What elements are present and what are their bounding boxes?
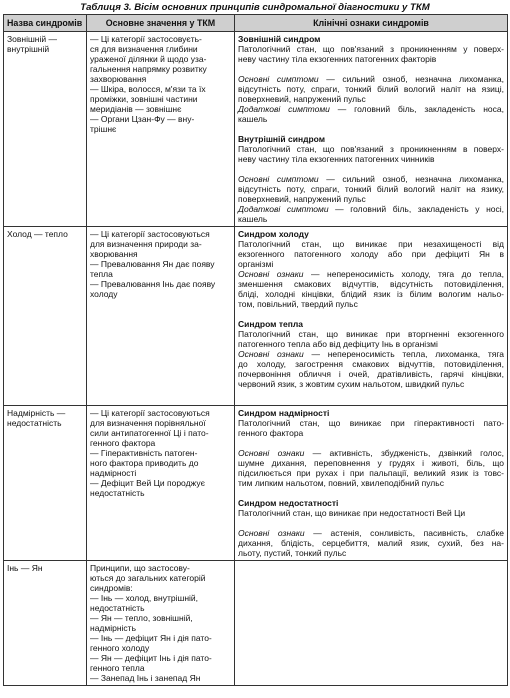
text-line: — Превалювання Ян дає появу [90, 259, 215, 269]
signs-label: Основні ознаки [238, 269, 304, 279]
signs-text: — астенія, сонливість, пасивність, слабке [304, 528, 505, 538]
clinical-signs-cell [235, 406, 508, 561]
signs-label: Основні ознаки [238, 448, 305, 458]
text-line: зменшення смакових відчуттів, відсутність потовиділення, [238, 279, 504, 289]
header-clinical-signs: Клінічні ознаки синдромів [235, 15, 508, 32]
meaning-cell [87, 32, 235, 227]
signs-line [238, 174, 504, 184]
text-line: надмірність [90, 623, 136, 633]
text-line: неву частину тіла екзогенних патогенних факторів [238, 54, 437, 64]
text-line: недостатність [90, 603, 145, 613]
table-row [4, 406, 508, 561]
text-line: кашель [238, 114, 268, 124]
text-line: Патологічний стан, що виникає при недостатності Вей Ци [238, 508, 466, 518]
signs-text: — непереносимість тепла, лихоманка, тяга [303, 349, 504, 359]
clinical-signs-cell [235, 227, 508, 406]
syndrome-title: Синдром недостатності [238, 498, 339, 508]
text-line: внутрішній [7, 44, 50, 54]
clinical-signs-cell [235, 561, 508, 686]
text-line: відсутність поту, спраги, тонкий білий вологий наліт на язику, [238, 184, 504, 194]
header-syndrome-name: Назва синдромів [4, 15, 87, 32]
table-header-row [4, 15, 508, 32]
text-line: ного фактора приводить до [90, 458, 199, 468]
table-row [4, 227, 508, 406]
text-line: кашель [238, 214, 268, 224]
signs-line [238, 448, 504, 458]
syndrome-title: Синдром надмірності [238, 408, 330, 418]
text-line: ся для визначення глибини [90, 44, 198, 54]
text-line: захворювання [90, 74, 147, 84]
text-line: надмірності [90, 468, 137, 478]
text-line: поверхневий, напружений пульс [238, 194, 366, 204]
text-line: тим липким нальотом, повний, хвилеподібний пульс [238, 478, 444, 488]
text-line: том, повільний, твердий пульс [238, 299, 358, 309]
text-line: холоду [90, 289, 118, 299]
text-line: Патологічний стан, що виникає при незахищеності від [238, 239, 504, 249]
text-line: червоний язик, з жовтим сухим нальотом, швидкий пульс [238, 379, 465, 389]
text-line: синдромів: [90, 583, 133, 593]
text-line: відсутність поту, спраги, тонкий білий вологий наліт на язиці, [238, 84, 504, 94]
extra-signs-label: Додаткові симптоми [238, 104, 330, 114]
header-meaning: Основне значення у ТКМ [87, 15, 235, 32]
text-line: — Ці категорії застосовуються [90, 408, 210, 418]
text-line: сили антипатогенної Ці і пато- [90, 428, 209, 438]
text-line: Інь — Ян [7, 563, 43, 573]
signs-text: — непереносимість холоду, тяга до тепла, [303, 269, 504, 279]
extra-signs-label: Додаткові симптоми [238, 204, 329, 214]
text-line: Патологічний стан, що пов'язаний з проникненням в поверх- [238, 144, 504, 154]
text-line: хворювання [90, 249, 138, 259]
text-line: шумне дихання, переповнення у грудях і животі, біль, що [238, 458, 504, 468]
text-line: Зовнішній — [7, 34, 57, 44]
text-line: — Інь — холод, внутрішній, [90, 593, 199, 603]
syndrome-table [3, 14, 508, 686]
text-line: льоту, пустий, тонкий пульс [238, 548, 347, 558]
text-line: Патологічний стан, що виникає при вторгненні екзогенного [238, 329, 504, 339]
syndrome-title: Синдром холоду [238, 229, 309, 239]
text-line: — Інь — дефіцит Ян і дія пато- [90, 633, 212, 643]
text-line: для визначення порівняльної [90, 418, 206, 428]
text-line: — Шкіра, волосся, м'язи та їх [90, 84, 206, 94]
text-line: патогенного тепла або від дефіциту Інь в організмі [238, 339, 438, 349]
signs-line [238, 528, 504, 538]
text-line: підсилюється при рухах і при пальпації, великий язик із товс- [238, 468, 504, 478]
text-line: дихання, блідість, серцебиття, малий язик, сухий, без на- [238, 538, 504, 548]
extra-signs-text: — головний біль, закладеність у носі, [328, 204, 504, 214]
text-line: — Ці категорії застосовуються [90, 229, 210, 239]
text-line: почервоніння обличчя і очей, дратівливість, гарячі кінцівки, [238, 369, 504, 379]
signs-label: Основні симптоми [238, 174, 319, 184]
extra-signs-line [238, 104, 504, 114]
text-line: для визначення природи за- [90, 239, 202, 249]
syndrome-name-cell [4, 32, 87, 227]
text-line: до холоду, загострення смакових відчуттів, потовиділення, [238, 359, 504, 369]
text-line: генного холоду [90, 643, 150, 653]
syndrome-name-cell [4, 227, 87, 406]
text-line: Патологічний стан, що пов'язаний з проникненням у поверх- [238, 44, 504, 54]
clinical-signs-cell [235, 32, 508, 227]
meaning-cell [87, 227, 235, 406]
table-caption: Таблиця 3. Вісім основних принципів синдромальної діагностики у ТКМ [80, 2, 430, 13]
text-line: генного фактора [238, 428, 304, 438]
syndrome-title: Зовнішній синдром [238, 34, 321, 44]
extra-signs-line [238, 204, 504, 214]
text-line: блідi, холодні кінцівки, блідий язик із білим вологим нальо- [238, 289, 504, 299]
signs-line [238, 349, 504, 359]
text-line: — Органи Цзан-Фу — вну- [90, 114, 195, 124]
text-line: екзогенного патогенного холоду або при дефіциті Ян в [238, 249, 504, 259]
text-line: — Занепад Інь і занепад Ян [90, 673, 201, 683]
signs-text: — активність, збудженість, дзвінкий голос, [304, 448, 504, 458]
syndrome-title: Синдром тепла [238, 319, 303, 329]
meaning-cell [87, 561, 235, 686]
text-line: ураженої ділянки й щодо узa- [90, 54, 207, 64]
syndrome-title: Внутрішній синдром [238, 134, 326, 144]
text-line: Принципи, що застосову- [90, 563, 190, 573]
text-line: організмі [238, 259, 274, 269]
text-line: — Дефіцит Вей Ци породжує [90, 478, 205, 488]
text-line: — Ці категорії застосовуєть- [90, 34, 202, 44]
text-line: генного фактора [90, 438, 156, 448]
text-line: проміжки, зовнішні частини [90, 94, 198, 104]
syndrome-name-cell [4, 406, 87, 561]
text-line: меридіанів — зовнішнє [90, 104, 182, 114]
meaning-cell [87, 406, 235, 561]
signs-text: — сильний озноб, незначна лихоманка, [318, 74, 504, 84]
signs-label: Основні ознаки [238, 349, 304, 359]
text-line: Холод — тепло [7, 229, 68, 239]
text-line: недостатність [90, 488, 145, 498]
text-line: Патологічний стан, що виникає при гіперактивності пато- [238, 418, 504, 428]
signs-label: Основні ознаки [238, 528, 305, 538]
text-line: недостатність [7, 418, 62, 428]
text-line: поверхневий, напружений пульс [238, 94, 366, 104]
table-row [4, 32, 508, 227]
extra-signs-text: — головний біль, закладеність носа, [329, 104, 504, 114]
text-line: ються до загальних категорій [90, 573, 206, 583]
text-line: Надмірність — [7, 408, 66, 418]
signs-line [238, 74, 504, 84]
text-line: — Превалювання Інь дає появу [90, 279, 216, 289]
text-line: гальнення напрямку розвитку [90, 64, 207, 74]
text-line: тепла [90, 269, 113, 279]
syndrome-name-cell [4, 561, 87, 686]
text-line: трішнє [90, 124, 117, 134]
text-line: — Ян — дефіцит Інь і дія пато- [90, 653, 212, 663]
signs-label: Основні симптоми [238, 74, 319, 84]
signs-line [238, 269, 504, 279]
text-line: — Ян — тепло, зовнішній, [90, 613, 193, 623]
text-line: генного тепла [90, 663, 145, 673]
text-line: — Гіперактивність патоген- [90, 448, 198, 458]
signs-text: — сильний озноб, незначна лихоманка, [318, 174, 504, 184]
text-line: неву частину тіла екзогенних патогенних чинників [238, 154, 435, 164]
table-row [4, 561, 508, 686]
